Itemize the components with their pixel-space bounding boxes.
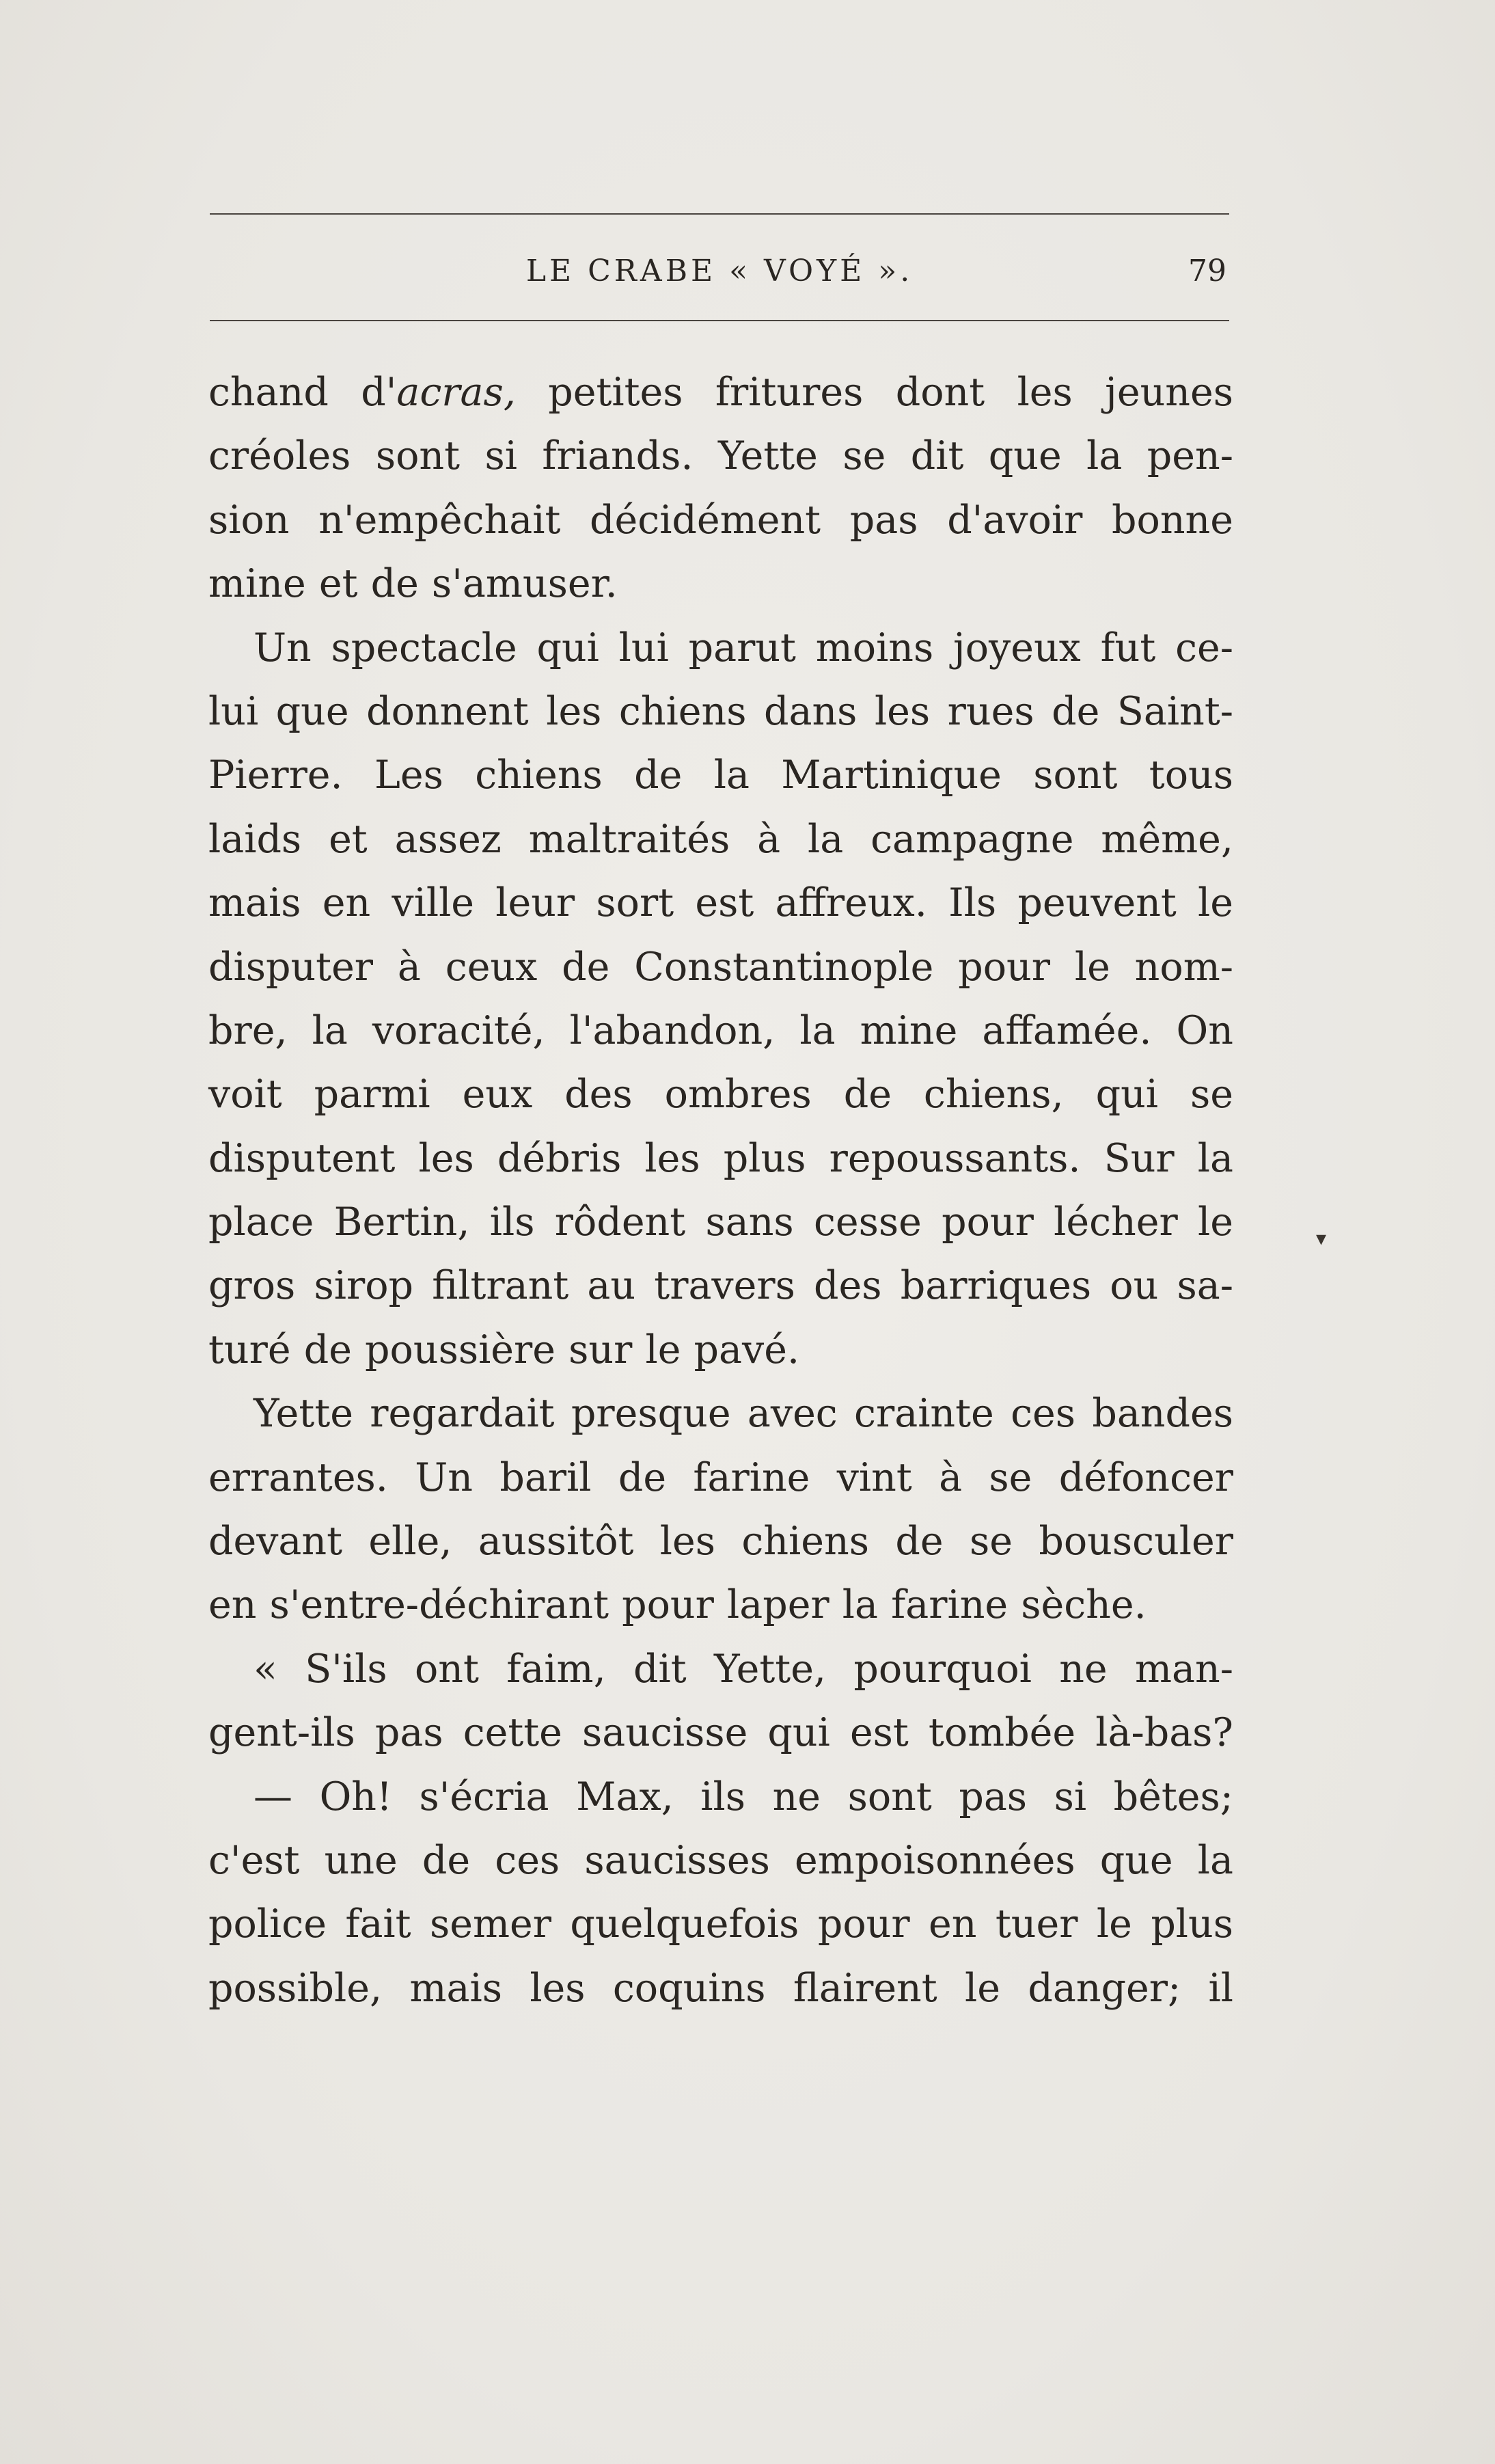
text-line-19: devant elle, aussitôt les chiens de se bousculer: [208, 1519, 1233, 1565]
text-line-23: — Oh! s'écria Max, ils ne sont pas si bêtes;: [253, 1774, 1233, 1819]
text-line-11: bre, la voracité, l'abandon, la mine affamée. On: [208, 1007, 1233, 1053]
page-number: 79: [1188, 254, 1226, 288]
text-line-16: turé de poussière sur le pavé.: [208, 1327, 800, 1372]
text-line-24: c'est une de ces saucisses empoisonnées que la: [208, 1837, 1233, 1883]
text-line-7: Pierre. Les chiens de la Martinique sont tous: [208, 753, 1233, 798]
text-line-15: gros sirop filtrant au travers des barriques ou sa-: [208, 1263, 1233, 1309]
text-line-26: possible, mais les coquins flairent le danger; il: [208, 1965, 1233, 2011]
text-line-1: chand d'acras, petites fritures dont les jeunes: [208, 370, 1233, 415]
text-line-3: sion n'empêchait décidément pas d'avoir bonne: [208, 497, 1233, 543]
header-rule-bottom: [210, 320, 1229, 321]
text-line-2: créoles sont si friands. Yette se dit que la pen-: [208, 433, 1233, 479]
text-line-20: en s'entre-déchirant pour laper la farine sèche.: [208, 1582, 1147, 1628]
text-line-12: voit parmi eux des ombres de chiens, qui se: [208, 1072, 1233, 1118]
text-line-22: gent-ils pas cette saucisse qui est tombée là-bas?: [208, 1710, 1233, 1756]
text-line-10: disputer à ceux de Constantinople pour le nom-: [208, 944, 1233, 990]
text-line-17: Yette regardait presque avec crainte ces bandes: [253, 1391, 1233, 1437]
text-line-9: mais en ville leur sort est affreux. Ils peuvent le: [208, 880, 1233, 926]
ink-speck: ▾: [1316, 1227, 1327, 1251]
text-line-13: disputent les débris les plus repoussants. Sur la: [208, 1135, 1233, 1181]
body-text: [208, 361, 1233, 2020]
text-line-5: Un spectacle qui lui parut moins joyeux fut ce-: [253, 625, 1233, 671]
text-line-14: place Bertin, ils rôdent sans cesse pour lécher le: [208, 1200, 1233, 1245]
text-line-21: « S'ils ont faim, dit Yette, pourquoi ne man-: [253, 1646, 1233, 1692]
text-line-18: errantes. Un baril de farine vint à se défoncer: [208, 1454, 1233, 1500]
header-rule-top: [210, 213, 1229, 215]
italic-term: acras,: [396, 370, 516, 415]
text-line-25: police fait semer quelquefois pour en tuer le plus: [208, 1901, 1233, 1947]
running-head: [210, 247, 1229, 295]
text-line-8: laids et assez maltraités à la campagne même,: [208, 816, 1233, 862]
text-line-4: mine et de s'amuser.: [208, 561, 618, 607]
running-title: LE CRABE « VOYÉ ».: [525, 254, 914, 288]
text-line-6: lui que donnent les chiens dans les rues de Saint-: [208, 688, 1233, 734]
